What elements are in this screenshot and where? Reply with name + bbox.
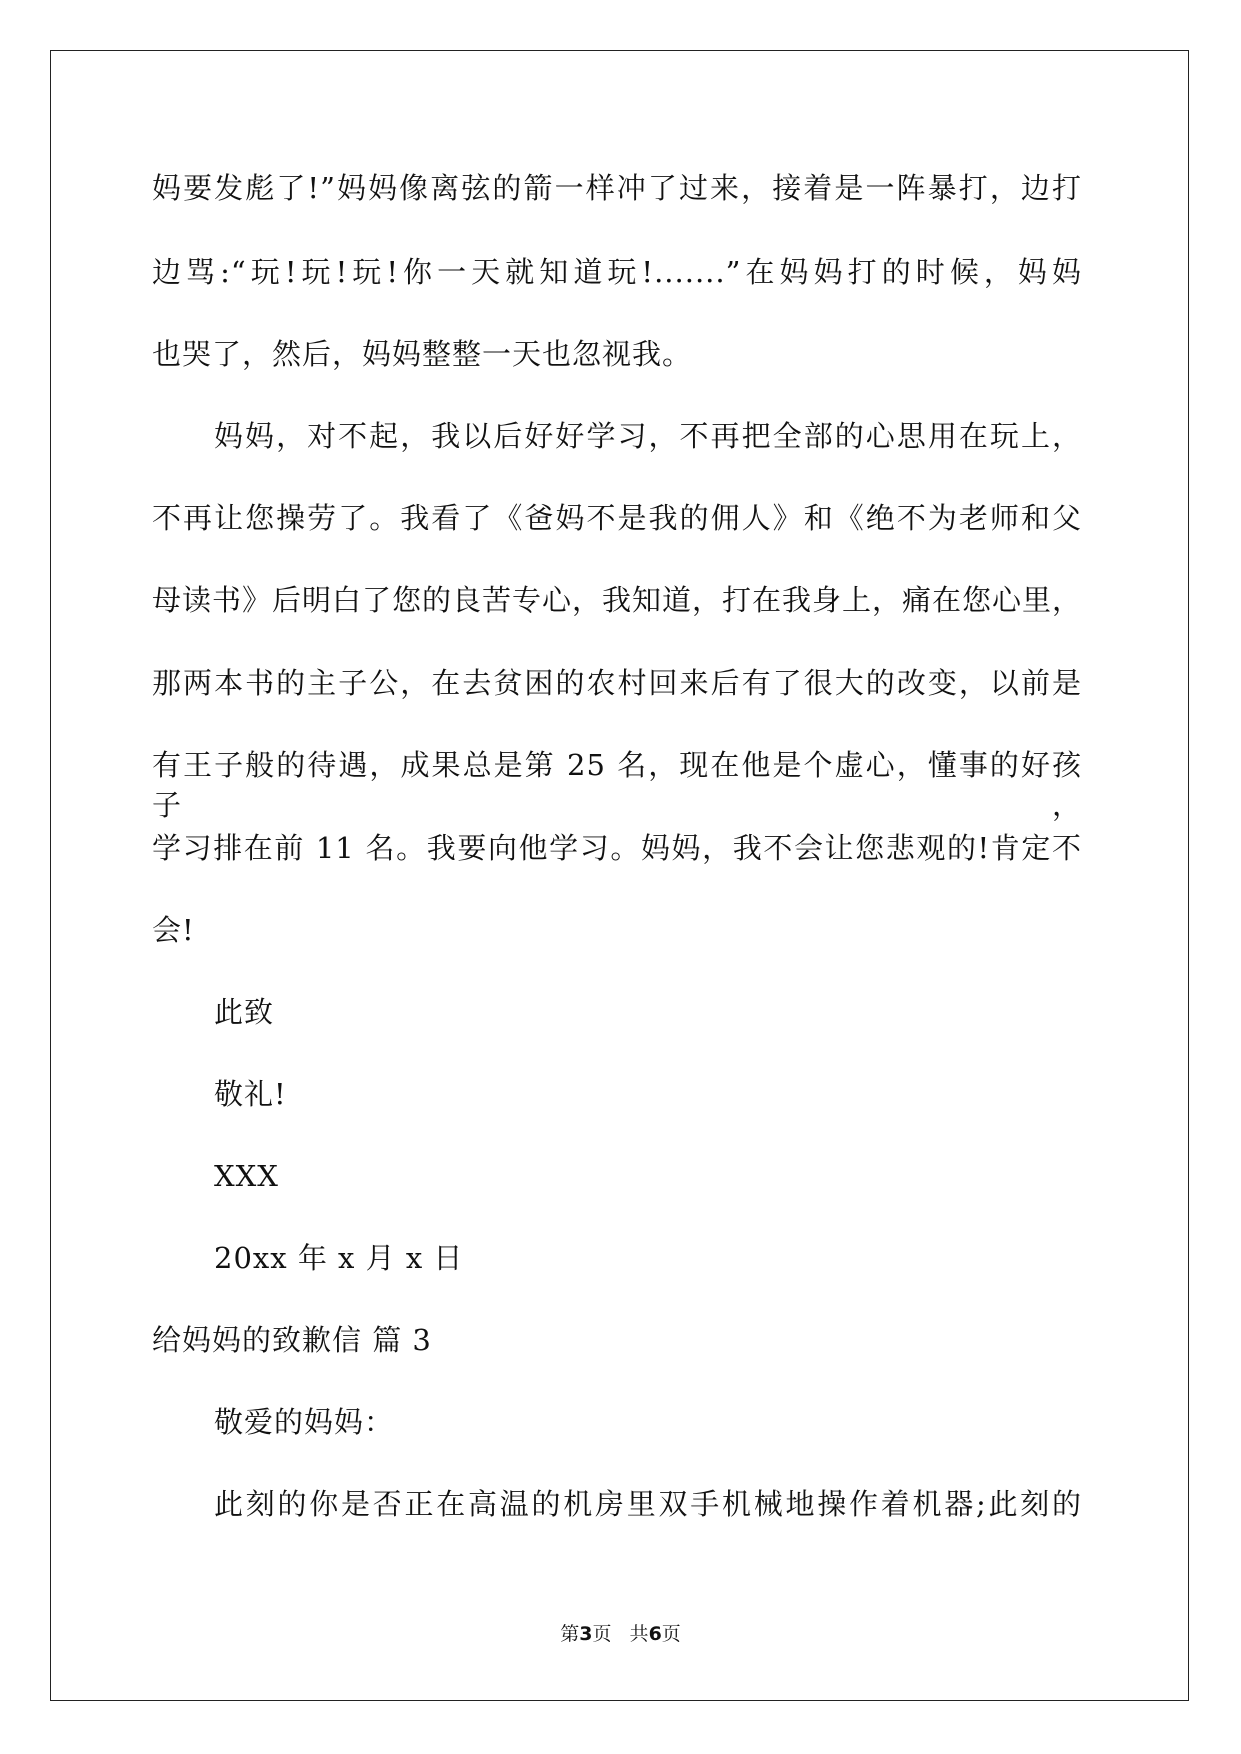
- closing-salutation: 此致: [214, 995, 275, 1029]
- body-line-7: 那两本书的主子公，在去贫困的农村回来后有了很大的改变，以前是: [152, 666, 1082, 700]
- page-border: [50, 50, 1189, 1701]
- body-line-3: 也哭了，然后，妈妈整整一天也忽视我。: [152, 337, 693, 371]
- body-line-2: 边骂:“玩!玩!玩!你一天就知道玩!.......”在妈妈打的时候，妈妈: [152, 255, 1082, 289]
- closing-regards: 敬礼!: [214, 1077, 287, 1111]
- footer-suffix: 页: [661, 1623, 681, 1645]
- body-line-9: 学习排在前 11 名。我要向他学习。妈妈，我不会让您悲观的!肯定不: [152, 831, 1082, 865]
- body-line-5: 不再让您操劳了。我看了《爸妈不是我的佣人》和《绝不为老师和父: [152, 501, 1082, 535]
- letter-greeting: 敬爱的妈妈：: [214, 1405, 395, 1439]
- section-heading: 给妈妈的致歉信 篇 3: [152, 1323, 432, 1357]
- body-line-1: 妈要发彪了!”妈妈像离弦的箭一样冲了过来，接着是一阵暴打，边打: [152, 171, 1082, 205]
- signature-name: XXX: [214, 1159, 279, 1193]
- footer-current-page: 3: [579, 1623, 593, 1645]
- footer-prefix: 第: [560, 1623, 580, 1645]
- body-line-4: 妈妈，对不起，我以后好好学习，不再把全部的心思用在玩上，: [214, 419, 1082, 453]
- signature-date: 20xx 年 x 月 x 日: [214, 1241, 464, 1275]
- body-line-8: 有王子般的待遇，成果总是第 25 名，现在他是个虚心，懂事的好孩子，: [152, 748, 1082, 822]
- body-line-10: 会!: [152, 913, 195, 947]
- footer-total-pages: 6: [648, 1623, 662, 1645]
- body-line-last: 此刻的你是否正在高温的机房里双手机械地操作着机器;此刻的: [214, 1487, 1082, 1521]
- body-line-6: 母读书》后明白了您的良苦专心，我知道，打在我身上，痛在您心里，: [152, 583, 1083, 617]
- page-footer: [0, 1622, 1241, 1646]
- footer-mid: 页 共: [592, 1623, 649, 1645]
